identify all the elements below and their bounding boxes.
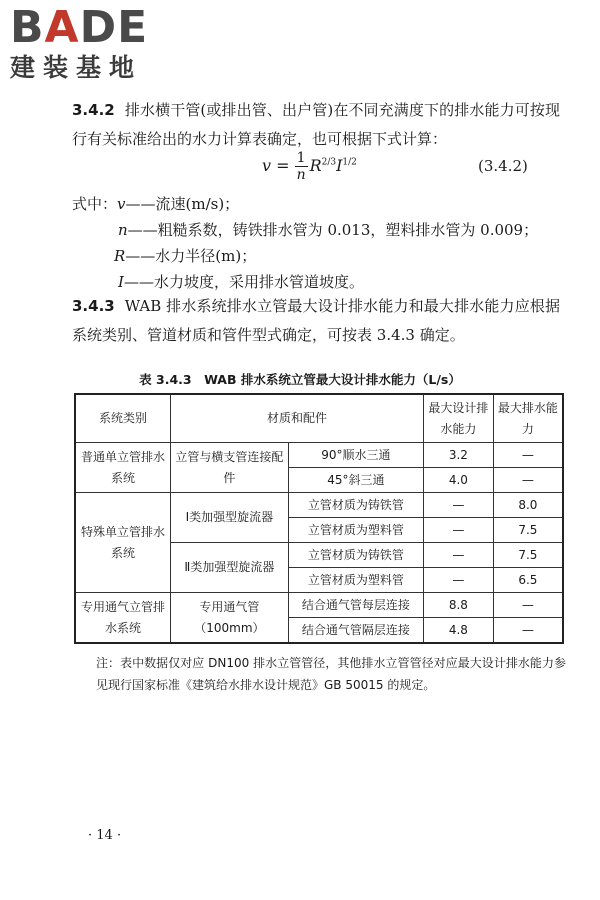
definition-intro: 式中： [72, 195, 118, 213]
material-cell: 结合通气管隔层连接 [288, 618, 423, 644]
logo [10, 2, 149, 82]
design-value-cell: — [424, 493, 494, 518]
table-note: 注：表中数据仅对应 DN100 排水立管管径，其他排水立管管径对应最大设计排水能力参见现行国家标准《建筑给水排水设计规范》GB 50015 的规定。 [96, 656, 566, 692]
logo-accent-letter: A [44, 2, 80, 53]
section-3-4-3 [72, 292, 560, 350]
table-row [75, 493, 563, 518]
section-number: 3.4.2 [72, 101, 115, 119]
definition-text: ——流速(m/s)； [125, 195, 240, 213]
table-row [75, 593, 563, 618]
fitting-cell: Ⅰ类加强型旋流器 [171, 493, 289, 543]
definition-symbol: I [118, 273, 124, 291]
max-value-cell: 7.5 [493, 543, 563, 568]
material-cell: 90°顺水三通 [288, 443, 423, 468]
definition-symbol: R [114, 247, 126, 265]
material-cell: 立管材质为铸铁管 [288, 543, 423, 568]
formula-eq: = [276, 156, 290, 175]
header-category: 系统类别 [75, 394, 171, 443]
design-value-cell: — [424, 543, 494, 568]
logo-letter: B [10, 2, 45, 53]
section-text: 排水横干管(或排出管、出户管)在不同充满度下的排水能力可按现行有关标准给出的水力计算表确定，也可根据下式计算： [72, 101, 560, 148]
definition-text: ——水力半径(m)； [125, 247, 257, 265]
formula-i-exp: 1/2 [342, 157, 357, 168]
logo-subtitle: 建装基地 [10, 53, 143, 82]
formula-r-exp: 2/3 [321, 157, 337, 168]
formula-3-4-2 [262, 150, 357, 183]
category-cell: 专用通气立管排水系统 [75, 593, 171, 644]
section-3-4-2 [72, 96, 560, 154]
material-cell: 立管材质为铸铁管 [288, 493, 423, 518]
max-value-cell: — [493, 618, 563, 644]
material-cell: 45°斜三通 [288, 468, 423, 493]
page-number: · 14 · [88, 828, 122, 843]
design-value-cell: — [424, 568, 494, 593]
material-cell: 立管材质为塑料管 [288, 518, 423, 543]
max-value-cell: — [493, 443, 563, 468]
capacity-table [74, 393, 564, 644]
header-material: 材质和配件 [171, 394, 424, 443]
max-value-cell: — [493, 468, 563, 493]
equation-number: (3.4.2) [478, 157, 528, 175]
formula-i: I [336, 156, 343, 175]
section-number: 3.4.3 [72, 297, 115, 315]
fitting-cell: Ⅱ类加强型旋流器 [171, 543, 289, 593]
max-value-cell: — [493, 593, 563, 618]
logo-wordmark [10, 2, 149, 53]
fitting-cell: 专用通气管（100mm） [171, 593, 289, 644]
header-max-capacity: 最大排水能力 [493, 394, 563, 443]
section-text: WAB 排水系统排水立管最大设计排水能力和最大排水能力应根据系统类别、管道材质和管件型式确定，可按表 3.4.3 确定。 [72, 297, 560, 344]
material-cell: 结合通气管每层连接 [288, 593, 423, 618]
definition-symbol: v [117, 195, 126, 213]
category-cell: 普通单立管排水系统 [75, 443, 171, 493]
definition-text: ——水力坡度，采用排水管道坡度。 [123, 273, 364, 291]
formula-lhs: v [262, 156, 272, 175]
design-value-cell: — [424, 518, 494, 543]
design-value-cell: 4.8 [424, 618, 494, 644]
design-value-cell: 3.2 [424, 443, 494, 468]
definition-symbol: n [118, 221, 128, 239]
definition-row [72, 191, 239, 217]
definition-text: ——粗糙系数，铸铁排水管为 0.013，塑料排水管为 0.009； [127, 221, 539, 239]
formula-denominator: n [296, 167, 306, 183]
header-design-capacity: 最大设计排水能力 [424, 394, 494, 443]
max-value-cell: 7.5 [493, 518, 563, 543]
category-cell: 特殊单立管排水系统 [75, 493, 171, 593]
table-row [75, 443, 563, 468]
table-caption: 表 3.4.3 WAB 排水系统立管最大设计排水能力（L/s） [139, 372, 461, 387]
material-cell: 立管材质为塑料管 [288, 568, 423, 593]
table-header-row [75, 394, 563, 443]
fitting-cell: 立管与横支管连接配件 [171, 443, 289, 493]
design-value-cell: 4.0 [424, 468, 494, 493]
formula-numerator: 1 [296, 150, 306, 166]
logo-letters: DE [79, 2, 149, 53]
definition-row [114, 243, 256, 269]
max-value-cell: 8.0 [493, 493, 563, 518]
max-value-cell: 6.5 [493, 568, 563, 593]
formula-r: R [309, 156, 322, 175]
definition-row [118, 217, 538, 243]
formula-fraction [295, 150, 308, 183]
design-value-cell: 8.8 [424, 593, 494, 618]
